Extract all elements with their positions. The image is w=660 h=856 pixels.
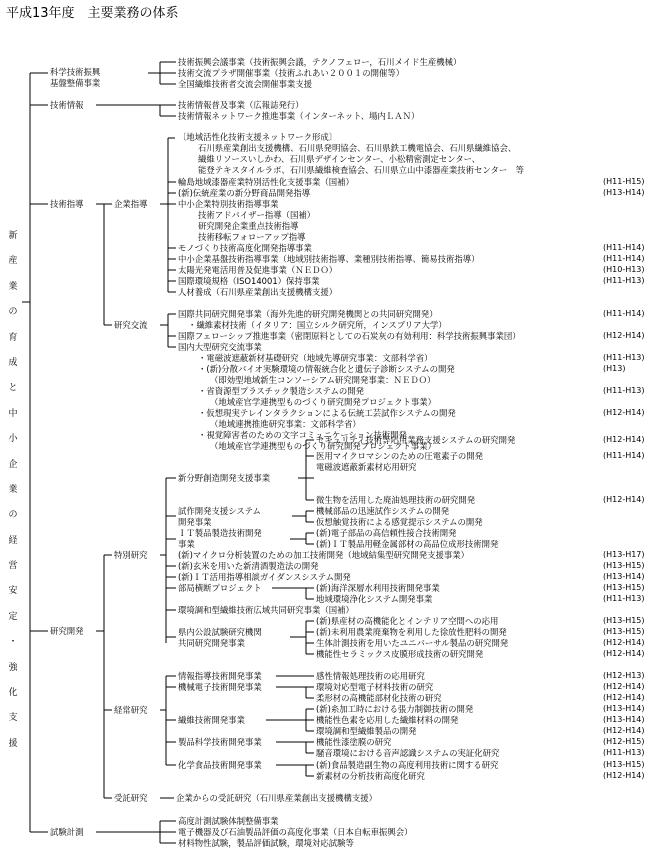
item-text: (新)玄米を用いた新清酒製造法の開発 [178,561,319,571]
period-label: (H12-H14) [603,495,645,504]
item-text: (新)県産材の高機能化とインテリア空間への応用 [316,616,499,626]
sub-special-research: 特別研究 [114,550,148,560]
item-text: 感性情報処理技術の応用研究 [316,671,425,681]
item-text: (新)未利用農業廃棄物を利用した徐放性肥料の開発 [316,627,507,637]
item-text: (新)食品製造副生物の高度利用技術に関する研究 [316,760,499,770]
root-label-char: 中 [8,408,18,419]
item-text: 製品科学技術開発事業 [178,737,262,747]
item-text: 材料物性試験，製品評価試験，環境対応試験等 [178,838,354,848]
root-label-char: 援 [8,738,18,749]
item-text: 高度計測試験体制整備事業 [178,816,279,826]
item-text: 共同研究開発事業 [178,638,245,648]
period-label: (H13-H15) [603,760,645,769]
root-label-char: 強 [8,662,18,673]
period-label: (H11-H14) [603,451,645,460]
item-text: 機械電子技術開発事業 [178,682,262,692]
sub-research-exchange: 研究交流 [114,320,148,330]
period-label: (H11-H14) [603,309,645,318]
root-label-char: 小 [8,434,18,445]
item-text: (新)ＩＴ製品用軽金属部材の高品位成形技術開発 [316,539,499,549]
root-label-char: の [8,510,18,521]
item-text: 環境対応型電子材料技術の研究 [316,682,434,692]
item-text: 石川県産業創出支援機構、石川県発明協会、石川県鉄工機電協会、石川県繊維協会、 [198,143,517,153]
root-label-char: 安 [8,586,18,597]
item-text: 企業からの受託研究（石川県産業創出支援機構支援） [176,793,377,803]
period-label: (H13-H14) [603,572,645,581]
period-label: (H12-H14) [603,435,645,444]
period-label: (H12-H15) [603,737,645,746]
period-label: (H13-H17) [603,550,645,559]
item-text: 新素材の分析技術高度化研究 [316,771,425,781]
item-text: 機能性セラミックス皮膜形成技術の研究開発 [316,649,484,659]
item-text: 繊維技術開発事業 [178,715,245,725]
period-label: (H12-H14) [603,408,645,417]
period-label: (H12-H14) [603,771,645,780]
cat-testing: 試験計測 [50,827,84,837]
root-label-char: 産 [8,256,18,267]
root-label-char: 新 [8,231,18,241]
item-text: 仮想触覚技術による感覚提示システムの開発 [316,517,483,527]
item-text: 国内大型研究交流事業 [178,342,262,352]
period-label: (H11-H13) [603,594,645,603]
item-text: 事業 [178,539,195,549]
item-text: 電子機器及び石油製品評価の高度化事業（日本自転車振興会） [178,827,413,837]
sub-contract-research: 受託研究 [114,793,148,803]
item-text: 生体計測技術を用いたユニバーサル製品の研究開発 [316,638,509,648]
item-text: 機能性漆塗膜の研究 [316,737,392,747]
period-label: (H12-H14) [603,649,645,658]
item-text: ・視覚障害者のための文字コミュニケーション技術開発 [198,430,407,440]
item-text: 国際共同研究開発事業（海外先進的研究開発機関との共同研究開発） [178,309,438,319]
item-text: 〔地域活性化技術支援ネットワーク形成〕 [178,132,338,142]
item-text: 技術振興会議事業（技術振興会議，テクノフェロー，石川メイド生産機械） [178,57,462,67]
item-text: セキュリティ技術等応用業務支援システムの研究開発 [316,435,516,445]
cat-science-promotion: 科学技術振興 [50,67,101,77]
item-text: 情報指導技術開発事業 [178,671,262,681]
root-label-char: 化 [8,688,18,699]
period-label: (H11-H14) [603,254,645,263]
item-text: (新)マイクロ分析装置のための加工技術開発（地域結集型研究開発支援事業） [178,550,469,560]
period-label: (H12-H14) [603,693,645,702]
period-label: (H11-H13) [603,386,645,395]
item-text: ・仮想現実テレインタラクションによる伝統工芸試作システムの開発 [198,408,456,418]
period-label: (H11-H15) [603,177,645,186]
item-text: 化学食品技術開発事業 [178,760,262,770]
item-text: 人材養成（石川県産業創出支援機構支援） [178,287,338,297]
item-text: ＩＴ製品製造技術開発 [178,528,262,538]
root-label-char: 業 [8,484,18,495]
item-text: 技術アドバイザー指導（国補） [198,210,316,220]
period-label: (H11-H13) [603,276,645,285]
item-text: 中小企業基盤技術指導事業（地域別技術指導、業種別技術指導、簡易技術指導） [178,254,480,264]
root-label-char: の [8,307,18,318]
item-text: 地域環境浄化システム開発事業 [316,594,433,604]
period-label: (H12-H14) [603,682,645,691]
item-text: 輪島地域漆器産業特別活性化支援事業（国補） [178,177,354,187]
item-text: ・省資源型プラスチック製造システムの開発 [198,386,364,396]
period-label: (H12-H14) [603,726,645,735]
cat-tech-info: 技術情報 [50,100,84,110]
item-text: 医用マイクロマシンのための圧電素子の開発 [316,451,483,461]
period-label: (H11-H13) [603,748,645,757]
page-title: 平成13年度 主要業務の体系 [6,6,179,21]
root-label-char: 業 [8,281,18,292]
period-label: (H13-H14) [603,704,645,713]
item-text: 微生物を活用した廃油処理技術の研究開発 [316,495,476,505]
item-text: 県内公設試験研究機関 [178,627,262,637]
period-label: (H11-H14) [603,243,645,252]
item-text: 環境調和型繊維技術広域共同研究事業（国補） [178,605,354,615]
root-label-char: 成 [8,357,18,368]
root-label-char: 営 [8,561,18,572]
sub-company-guidance: 企業指導 [114,199,148,209]
item-text: 太陽光発電活用普及促進事業（ＮＥＤＯ） [178,265,338,275]
item-text: 中小企業特別技術指導事業 [178,199,279,209]
item-text: 国際フェローシップ推進事業（密閉原料としての石炭灰の有効利用：科学技術振興事業団） [178,331,521,341]
period-label: (H13-H15) [603,561,645,570]
item-text: 環境調和型繊維製品の開発 [316,726,417,736]
period-label: (H13-H15) [603,583,645,592]
period-label: (H11-H13) [603,353,645,362]
item-text: 電磁波遮蔽新素材応用研究 [316,462,417,472]
item-text: 技術移転フォローアップ指導 [198,232,306,242]
item-text: (新)電子部品の高信頼性接合技術開発 [316,528,457,538]
item-text: 研究開発企業重点技術指導 [198,221,299,231]
period-label: (H10-H13) [603,265,645,274]
cat-tech-guidance: 技術指導 [50,199,84,209]
item-text: 能登テキスタイルラボ、石川県繊維検査協会、石川県立山中漆器産業技術センター 等 [198,165,524,175]
item-text: 開発事業 [178,517,212,527]
item-text: 繊維リソースいしかわ、石川県デザインセンター、小松精密測定センター、 [198,154,481,164]
item-text: (新)海洋深層水利用技術開発事業 [316,583,440,593]
item-text: （地域産官学連携型ものづくり研究開発プロジェクト事業） [210,397,436,407]
item-text: 国際環境規格（ISO14001）保持事業 [178,276,320,286]
period-label: (H13-H15) [603,616,645,625]
root-label-char: 企 [8,459,18,470]
period-label: (H12-H13) [603,671,645,680]
root-label-char: 経 [8,535,18,546]
root-label-char: 支 [8,713,18,724]
item-text: 試作開発支援システム [178,506,261,516]
item-text: (新)ＩＴ活用指導相談ガイダンスシステム開発 [178,572,351,582]
item-text: 機能性色素を応用した繊維材料の開発 [316,715,459,725]
item-text: 技術情報ネットワーク推進事業（インターネット、場内ＬＡＮ） [178,111,420,121]
item-text: 柔形材の高機能部材化技術の研究 [316,693,442,703]
item-text: (新)伝統産業の新分野商品開発指導 [178,188,311,198]
item-text: （地域産官学連携型ものづくり研究開発プロジェクト事業） [210,441,436,451]
item-text: 技術情報普及事業（広報誌発行） [178,100,304,110]
period-label: (H13-H14) [603,715,645,724]
root-label-char: 定 [8,611,18,622]
item-text: 機械部品の迅速試作システムの開発 [316,506,450,516]
root-label-char: 育 [8,332,18,343]
root-label-char: と [8,383,18,394]
item-text: ・(新)分散バイオ実験環境の情報統合化と遺伝子診断システムの開発 [198,364,455,374]
cat-rnd: 研究開発 [50,626,84,636]
period-label: (H13-H15) [603,627,645,636]
period-label: (H12-H14) [603,638,645,647]
item-text: （地域連携推進研究事業：文部科学省） [210,419,361,429]
item-text: 新分野創造開発支援事業 [178,473,271,483]
period-label: (H13) [603,364,626,373]
item-text: 技術交流プラザ開催事業（技術ふれあい２００１の開催等） [178,68,405,78]
period-label: (H13-H14) [603,188,645,197]
item-text: 騒音環境における音声認識システムの実証化研究 [316,748,500,758]
cat-infrastructure: 基盤整備事業 [50,78,101,88]
item-text: 全国繊維技術者交流会開催事業支援 [178,79,312,89]
root-label-char: ・ [8,637,18,648]
item-text: （即効型地域新生コンソーシアム研究開発事業：ＮＥＤＯ） [210,375,436,385]
item-text: ・繊維素材技術（イタリア：国立シルク研究所，インスブリア大学） [188,320,447,330]
sub-regular-research: 経常研究 [114,705,148,715]
item-text: ・電磁波遮蔽新材基礎研究（地域先導研究事業：文部科学省） [198,353,433,363]
item-text: モノづくり技術高度化開発指導事業 [178,243,312,253]
item-text: 部局横断プロジェクト [178,583,262,593]
period-label: (H12-H14) [603,331,645,340]
item-text: (新)糸加工時における張力制御技術の開発 [316,704,474,714]
